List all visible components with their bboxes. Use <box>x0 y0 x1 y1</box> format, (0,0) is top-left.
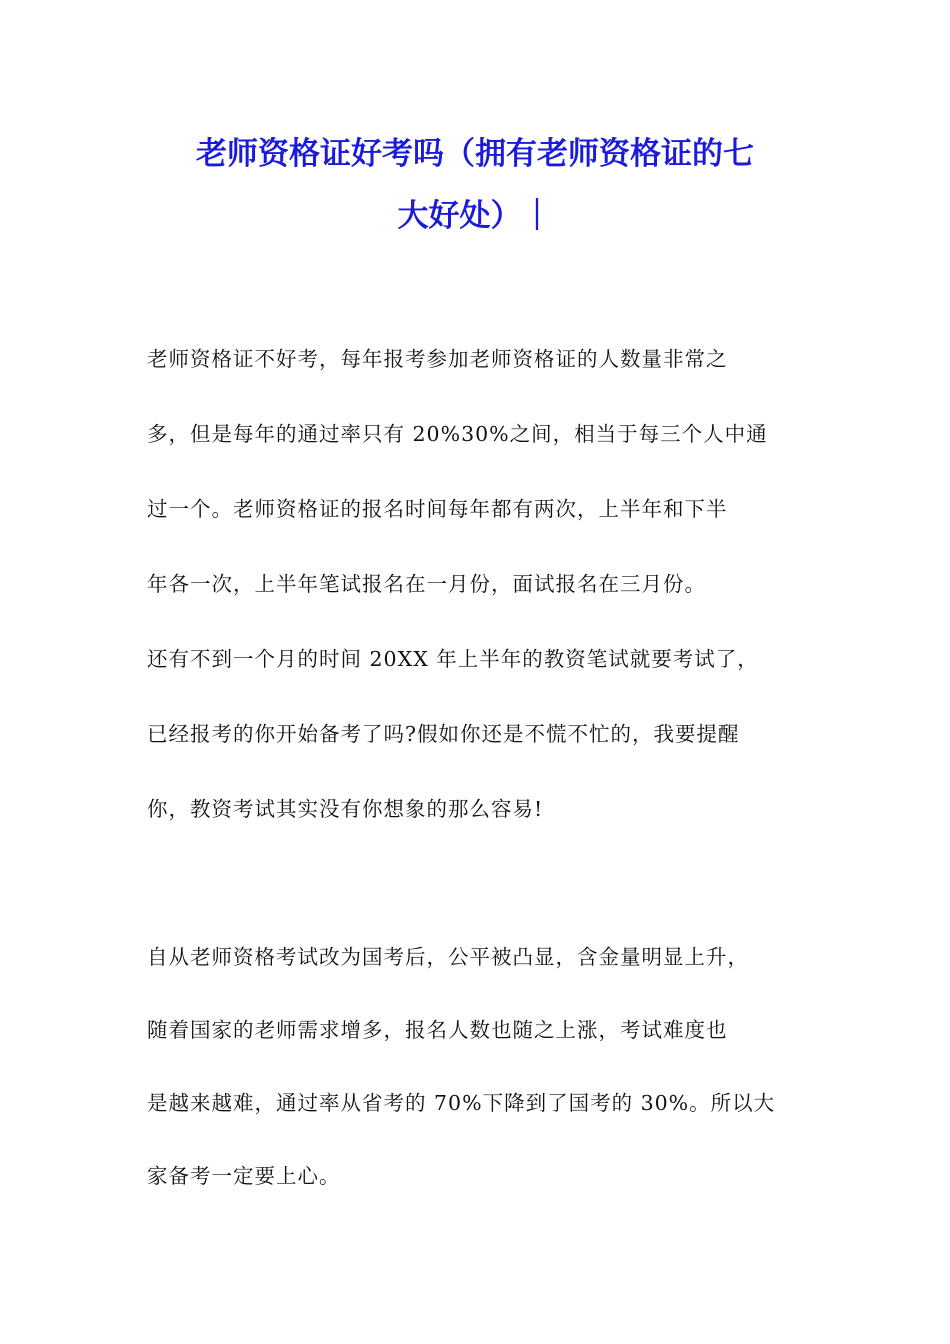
paragraph-line: 随着国家的老师需求增多，报名人数也随之上涨，考试难度也 <box>147 1018 728 1042</box>
paragraph-line: 自从老师资格考试改为国考后，公平被凸显，含金量明显上升， <box>147 945 749 969</box>
paragraph-line: 过一个。老师资格证的报名时间每年都有两次，上半年和下半 <box>147 497 728 521</box>
paragraph-line: 多，但是每年的通过率只有 20%30%之间，相当于每三个人中通 <box>147 422 768 446</box>
title-line-1: 老师资格证好考吗（拥有老师资格证的七 <box>196 136 754 172</box>
paragraph-line: 是越来越难，通过率从省考的 70%下降到了国考的 30%。所以大 <box>147 1091 776 1115</box>
document-title <box>0 123 950 247</box>
paragraph-line: 老师资格证不好考，每年报考参加老师资格证的人数量非常之 <box>147 347 728 371</box>
title-line-2: 大好处）｜ <box>397 198 553 234</box>
paragraph-line: 家备考一定要上心。 <box>147 1164 341 1188</box>
paragraph-line: 还有不到一个月的时间 20XX 年上半年的教资笔试就要考试了， <box>147 647 759 671</box>
paragraph-line: 你，教资考试其实没有你想象的那么容易! <box>147 797 544 821</box>
paragraph-line: 已经报考的你开始备考了吗?假如你还是不慌不忙的，我要提醒 <box>147 722 740 746</box>
paragraph-line: 年各一次，上半年笔试报名在一月份，面试报名在三月份。 <box>147 572 706 596</box>
